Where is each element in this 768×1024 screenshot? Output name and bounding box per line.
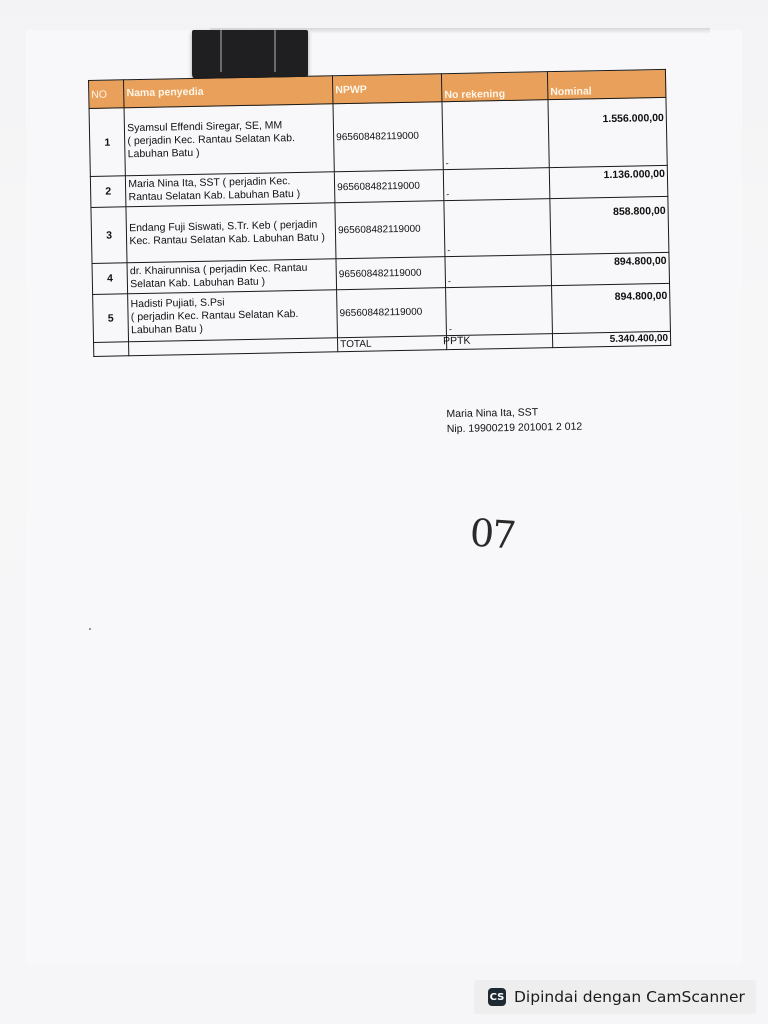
name-line: dr. Khairunnisa ( perjadin Kec. Rantau: [129, 261, 308, 278]
binder-clip-handle: [220, 30, 276, 72]
header-npwp: NPWP: [333, 74, 442, 104]
document-content: [88, 69, 677, 580]
header-nominal: Nominal: [547, 69, 666, 99]
name-line: Kec. Rantau Selatan Kab. Labuhan Batu ): [129, 230, 326, 247]
row-no: 3: [91, 207, 127, 264]
signer-name: Maria Nina Ita, SST: [446, 406, 539, 421]
table-row: [89, 97, 667, 176]
camscanner-badge: [474, 980, 756, 1014]
row-npwp: 965608482119000: [334, 170, 444, 203]
header-no: NO: [89, 80, 125, 109]
camscanner-icon: CS: [488, 988, 506, 1006]
row-nominal: 894.800,00: [551, 252, 670, 285]
row-name: [127, 259, 336, 294]
name-line: Maria Nina Ita, SST ( perjadin Kec.: [128, 175, 291, 191]
row-npwp: 965608482119000: [333, 102, 443, 172]
total-empty-cell: [129, 338, 338, 356]
row-name: [124, 104, 334, 176]
row-rekening: -: [442, 100, 549, 170]
row-nominal: 894.800,00: [551, 283, 670, 333]
row-nominal: 858.800,00: [550, 196, 669, 254]
name-line: Hadisti Pujiati, S.Psi: [130, 296, 225, 311]
handwritten-page-number: 07: [468, 510, 516, 558]
row-npwp: 965608482119000: [337, 288, 447, 338]
row-name: [128, 290, 338, 342]
row-name: [126, 172, 335, 207]
signature-block: [446, 405, 582, 438]
camscanner-text: Dipindai dengan CamScanner: [514, 988, 745, 1006]
payment-table: [88, 69, 671, 357]
row-rekening: -: [445, 255, 551, 288]
total-label: TOTAL: [338, 336, 447, 352]
row-nominal: 1.556.000,00: [548, 97, 667, 167]
binder-clip: [192, 30, 308, 80]
name-line: Labuhan Batu ): [127, 146, 200, 161]
name-line: Rantau Selatan Kab. Labuhan Batu ): [128, 187, 301, 204]
total-empty-cell: [94, 342, 130, 357]
name-line: Labuhan Batu ): [130, 322, 204, 337]
row-name: [126, 203, 336, 263]
row-rekening: -: [446, 286, 553, 336]
row-no: 4: [92, 263, 128, 295]
name-line: Endang Fuji Siswati, S.Tr. Keb ( perjadin: [129, 218, 318, 234]
pptk-label: PPTK: [442, 334, 471, 348]
paper-speck: [89, 628, 91, 630]
name-line: Selatan Kab. Labuhan Batu ): [130, 275, 266, 291]
header-no-rekening: No rekening: [441, 72, 547, 102]
row-npwp: 965608482119000: [335, 201, 445, 259]
name-line: ( perjadin Kec. Rantau Selatan Kab.: [127, 132, 296, 148]
total-value: 5.340.400,00: [552, 331, 670, 347]
row-no: 1: [89, 108, 126, 177]
row-rekening: -: [443, 168, 549, 201]
row-nominal: 1.136.000,00: [549, 165, 668, 198]
name-line: ( perjadin Kec. Rantau Selatan Kab.: [130, 308, 299, 324]
row-no: 5: [93, 294, 129, 343]
row-rekening: -: [444, 199, 551, 257]
signer-nip: Nip. 19900219 201001 2 012: [446, 420, 583, 436]
row-no: 2: [90, 176, 126, 208]
name-line: Syamsul Effendi Siregar, SE, MM: [127, 119, 283, 135]
header-nama-penyedia: Nama penyedia: [124, 76, 333, 108]
row-npwp: 965608482119000: [336, 257, 446, 290]
